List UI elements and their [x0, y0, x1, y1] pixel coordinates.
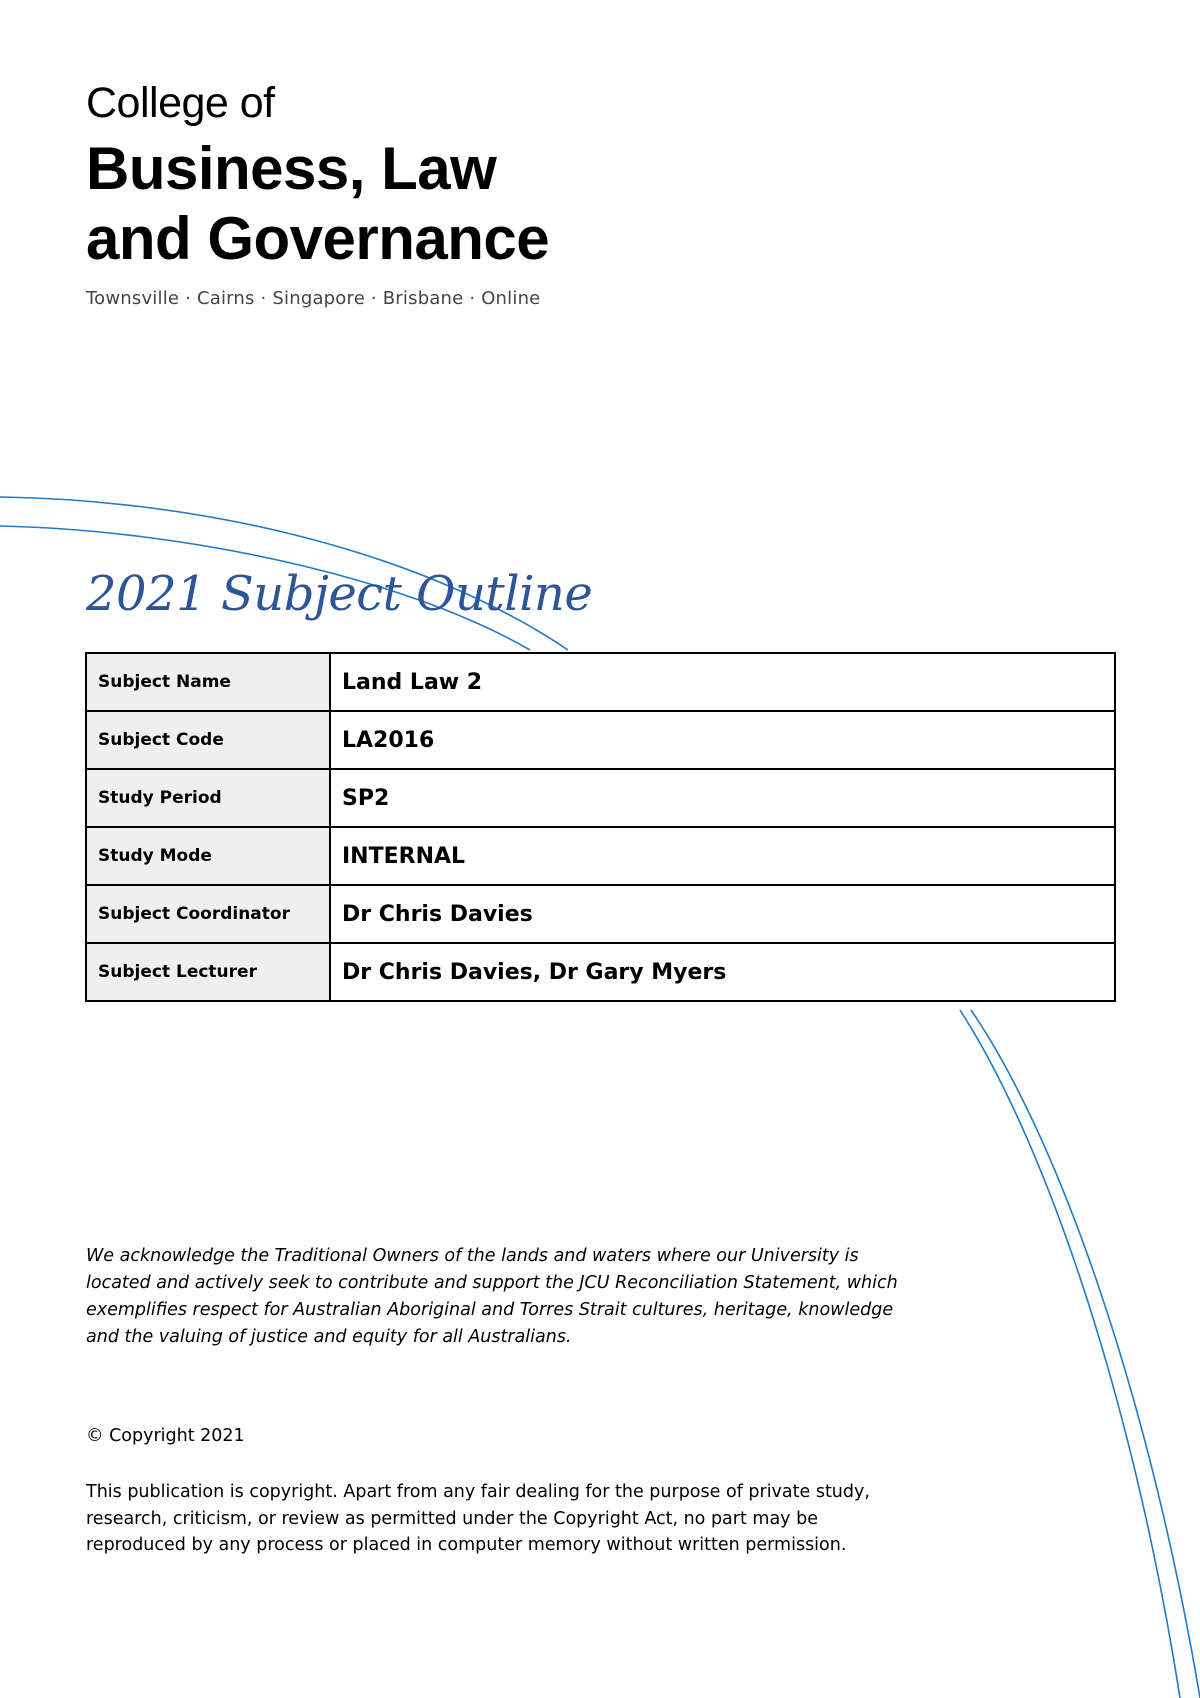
college-header	[86, 78, 549, 309]
subject-coordinator-value: Dr Chris Davies	[330, 885, 1115, 943]
subject-lecturer-value: Dr Chris Davies, Dr Gary Myers	[330, 943, 1115, 1001]
study-period-label: Study Period	[86, 769, 330, 827]
acknowledgement-of-country: We acknowledge the Traditional Owners of the lands and waters where our University is located and actively seek to contribute and support the JCU Reconciliation Statement, which exemplifies respect for Australian Aboriginal and Torres Strait cultures, heritage, knowledge and the valuing of justice and equity for all Australians.	[86, 1246, 898, 1347]
college-name-line1: Business, Law	[86, 135, 497, 202]
subject-details-table	[85, 652, 1116, 1002]
subject-code-label: Subject Code	[86, 711, 330, 769]
table-row	[86, 943, 1115, 1001]
subject-coordinator-label: Subject Coordinator	[86, 885, 330, 943]
table-row	[86, 653, 1115, 711]
college-name	[86, 134, 549, 274]
subject-name-label: Subject Name	[86, 653, 330, 711]
outline-title: 2021 Subject Outline	[86, 566, 593, 622]
subject-lecturer-label: Subject Lecturer	[86, 943, 330, 1001]
table-row	[86, 885, 1115, 943]
college-name-line2: and Governance	[86, 205, 550, 272]
study-mode-label: Study Mode	[86, 827, 330, 885]
college-of-text: College of	[86, 79, 275, 127]
table-row	[86, 769, 1115, 827]
study-period-value: SP2	[330, 769, 1115, 827]
table-row	[86, 711, 1115, 769]
copyright-line: © Copyright 2021	[86, 1426, 245, 1446]
copyright-notice: This publication is copyright. Apart from any fair dealing for the purpose of private study, research, criticism, or review as permitted under the Copyright Act, no part may be reproduced by any process or placed in computer memory without written permission.	[86, 1482, 870, 1555]
campus-list: Townsville · Cairns · Singapore · Brisbane · Online	[86, 288, 541, 309]
subject-name-value: Land Law 2	[330, 653, 1115, 711]
subject-code-value: LA2016	[330, 711, 1115, 769]
study-mode-value: INTERNAL	[330, 827, 1115, 885]
table-row	[86, 827, 1115, 885]
